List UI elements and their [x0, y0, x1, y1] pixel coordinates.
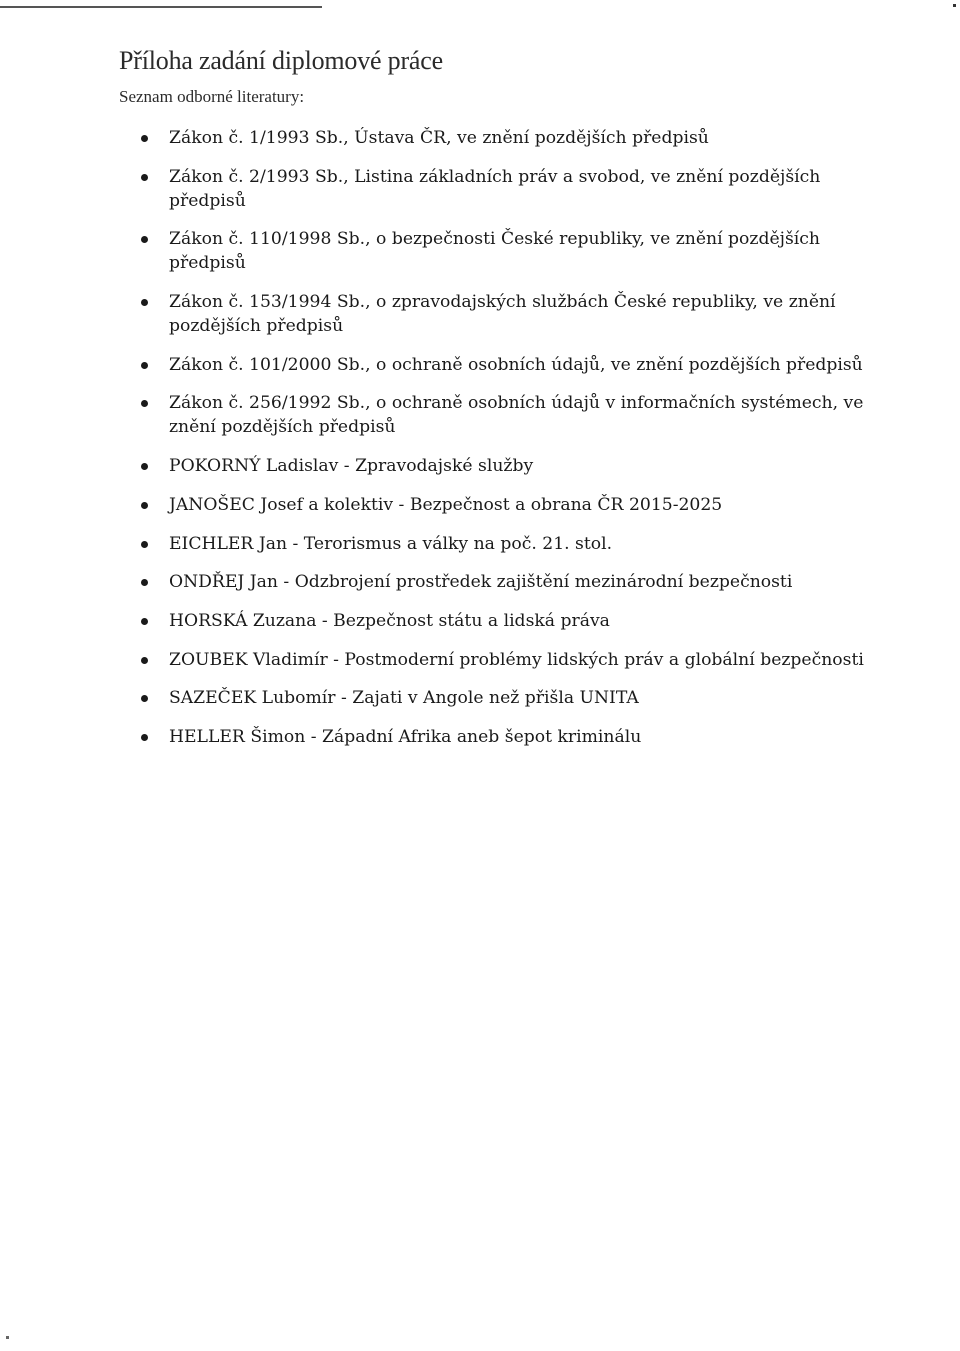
list-item-text: POKORNÝ Ladislav - Zpravodajské služby	[169, 456, 534, 477]
list-item-text: Zákon č. 101/2000 Sb., o ochraně osobních údajů, ve znění pozdějších předpisů	[169, 354, 863, 375]
bullet-icon	[141, 657, 148, 664]
list-item	[140, 391, 890, 439]
scan-speck	[6, 1336, 9, 1339]
list-item	[140, 353, 890, 377]
list-item	[140, 648, 890, 672]
list-item-text: JANOŠEC Josef a kolektiv - Bezpečnost a obrana ČR 2015-2025	[169, 494, 723, 515]
bullet-icon	[141, 695, 148, 702]
bullet-icon	[141, 362, 148, 369]
bullet-icon	[141, 502, 148, 509]
page-subtitle: Seznam odborné literatury:	[119, 87, 305, 106]
bullet-icon	[141, 400, 148, 407]
list-item-text: ZOUBEK Vladimír - Postmoderní problémy lidských práv a globální bezpečnosti	[169, 649, 864, 670]
list-item-text: ONDŘEJ Jan - Odzbrojení prostředek zajištění mezinárodní bezpečnosti	[169, 572, 793, 593]
list-item	[140, 493, 890, 517]
bullet-icon	[141, 135, 148, 142]
list-item-text: Zákon č. 1/1993 Sb., Ústava ČR, ve znění pozdějších předpisů	[169, 128, 709, 148]
list-item	[140, 227, 890, 275]
list-item-text: HORSKÁ Zuzana - Bezpečnost státu a lidská práva	[169, 610, 610, 631]
list-item-text: Zákon č. 110/1998 Sb., o bezpečnosti České republiky, ve znění pozdějších předpisů	[169, 229, 820, 274]
list-item	[140, 126, 890, 150]
list-item	[140, 570, 890, 594]
list-item	[140, 454, 890, 478]
list-item	[140, 609, 890, 633]
bullet-icon	[141, 579, 148, 586]
bullet-icon	[141, 174, 148, 181]
bullet-icon	[141, 236, 148, 243]
literature-list	[140, 126, 890, 764]
list-item	[140, 532, 890, 556]
list-item-text: SAZEČEK Lubomír - Zajati v Angole než přišla UNITA	[169, 688, 639, 709]
bullet-icon	[141, 541, 148, 548]
bullet-icon	[141, 299, 148, 306]
list-item	[140, 686, 890, 710]
list-item	[140, 165, 890, 213]
list-item-text: Zákon č. 153/1994 Sb., o zpravodajských službách České republiky, ve znění pozdějších předpisů	[169, 292, 836, 337]
list-item-text: HELLER Šimon - Západní Afrika aneb šepot kriminálu	[169, 726, 642, 747]
bullet-icon	[141, 734, 148, 741]
list-item-text: Zákon č. 2/1993 Sb., Listina základních práv a svobod, ve znění pozdějších předpisů	[169, 166, 821, 211]
page-title: Příloha zadání diplomové práce	[119, 46, 443, 75]
bullet-icon	[141, 618, 148, 625]
bullet-icon	[141, 463, 148, 470]
scan-edge-line	[0, 6, 322, 8]
scan-speck	[953, 4, 956, 7]
list-item	[140, 725, 890, 749]
list-item	[140, 290, 890, 338]
list-item-text: Zákon č. 256/1992 Sb., o ochraně osobních údajů v informačních systémech, ve znění pozdějších předpisů	[169, 393, 864, 438]
list-item-text: EICHLER Jan - Terorismus a války na poč. 21. stol.	[169, 533, 613, 554]
